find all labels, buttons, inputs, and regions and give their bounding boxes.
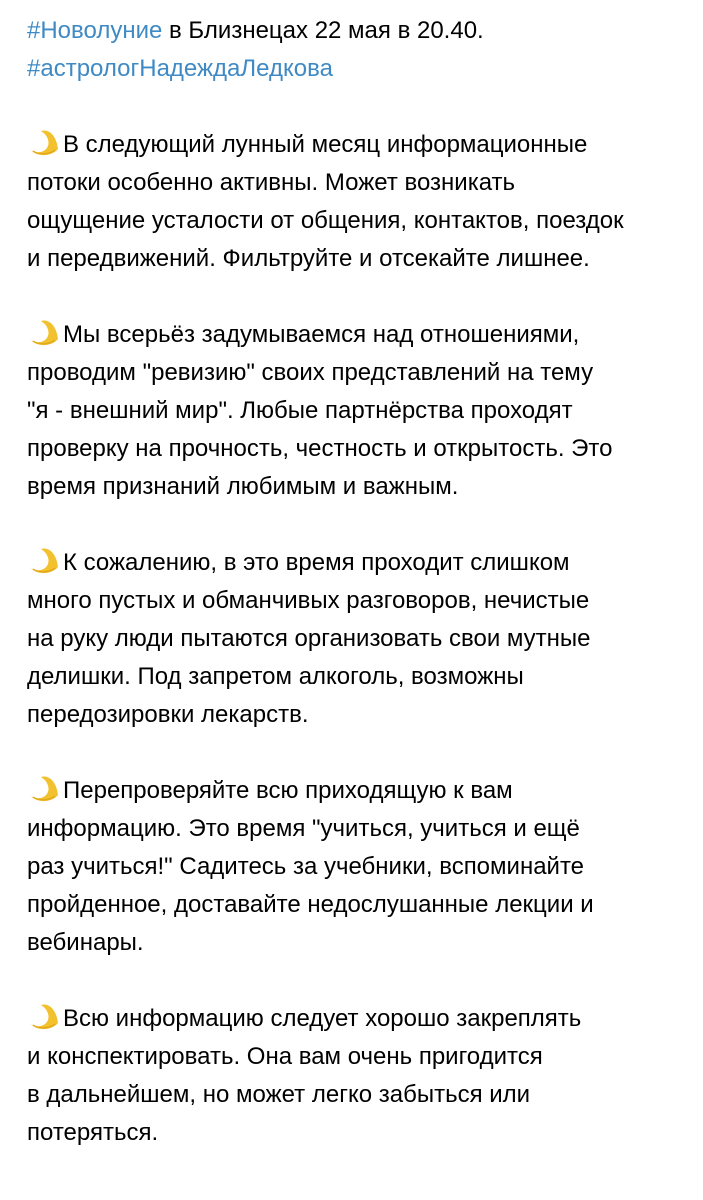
line-text: передозировки лекарств. [27,701,309,728]
text-line [27,620,687,658]
text-line [27,164,687,202]
text-line [27,392,687,430]
line-text: и конспектировать. Она вам очень пригодится [27,1043,543,1070]
line-text: "я - внешний мир". Любые партнёрства проходят [27,397,573,424]
text-line [27,848,687,886]
text-line [27,1038,687,1076]
post-header-line [27,12,687,50]
line-text: информацию. Это время "учиться, учиться и ещё [27,815,580,842]
text-line [27,1076,687,1114]
post-header-line [27,50,687,88]
crescent-moon-icon [27,130,61,158]
line-text: Всю информацию следует хорошо закреплять [63,1005,582,1032]
line-text: проводим "ревизию" своих представлений на тему [27,359,594,386]
line-text: и передвижений. Фильтруйте и отсекайте лишнее. [27,245,590,272]
text-line [27,316,687,354]
text-line [27,582,687,620]
text-line [27,886,687,924]
paragraph [27,544,687,734]
line-text: ощущение усталости от общения, контактов, поездок [27,207,624,234]
paragraph [27,126,687,278]
header-text: в Близнецах 22 мая в 20.40. [162,17,484,44]
paragraph [27,316,687,506]
line-text: пройденное, доставайте недослушанные лекции и [27,891,594,918]
post-body [27,12,687,1152]
text-line [27,202,687,240]
line-text: К сожалению, в это время проходит слишком [63,549,570,576]
crescent-moon-icon [27,776,61,804]
text-line [27,240,687,278]
line-text: на руку люди пытаются организовать свои мутные [27,625,591,652]
line-text: раз учиться!" Садитесь за учебники, вспоминайте [27,853,585,880]
line-text: потоки особенно активны. Может возникать [27,169,516,196]
crescent-moon-icon [27,548,61,576]
crescent-moon-icon [27,1004,61,1032]
hashtag-link[interactable]: #Новолуние [27,17,163,44]
hashtag-link[interactable]: #астрологНадеждаЛедкова [27,55,333,82]
text-line [27,924,687,962]
text-line [27,658,687,696]
text-line [27,544,687,582]
text-line [27,1114,687,1152]
text-line [27,430,687,468]
line-text: потеряться. [27,1119,159,1146]
paragraph-list [27,126,687,1152]
line-text: много пустых и обманчивых разговоров, нечистые [27,587,590,614]
line-text: Мы всерьёз задумываемся над отношениями, [63,321,580,348]
text-line [27,354,687,392]
paragraph [27,1000,687,1152]
text-line [27,126,687,164]
line-text: время признаний любимым и важным. [27,473,459,500]
text-line [27,1000,687,1038]
text-line [27,696,687,734]
text-line [27,772,687,810]
text-line [27,810,687,848]
crescent-moon-icon [27,320,61,348]
line-text: Перепроверяйте всю приходящую к вам [63,777,513,804]
line-text: В следующий лунный месяц информационные [63,131,588,158]
paragraph [27,772,687,962]
text-line [27,468,687,506]
line-text: делишки. Под запретом алкоголь, возможны [27,663,524,690]
line-text: вебинары. [27,929,144,956]
line-text: в дальнейшем, но может легко забыться или [27,1081,531,1108]
line-text: проверку на прочность, честность и открытость. Это [27,435,613,462]
